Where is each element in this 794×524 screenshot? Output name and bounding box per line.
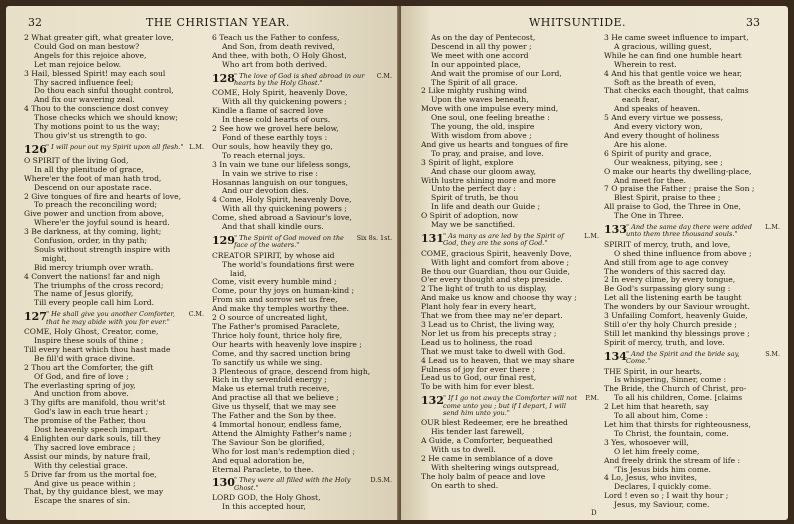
verse-line: And our devotion dies. bbox=[222, 187, 309, 196]
verse-line: Attend the Almighty Father's name ; bbox=[212, 429, 352, 438]
verse-line: Angels for this rejoice above, bbox=[34, 51, 147, 60]
hymn-number: 128 bbox=[212, 71, 235, 85]
verse-line: In this accepted hour, bbox=[222, 503, 306, 512]
verse-line: Till every heart which thou hast made bbox=[24, 345, 171, 354]
verse-line: That we from thee may ne'er depart. bbox=[421, 312, 563, 321]
verse-line: And that shall kindle ours. bbox=[222, 223, 324, 232]
verse-line: 2 In every clime, by every tongue, bbox=[604, 276, 736, 285]
verse-line: Confusion, order, in thy path; bbox=[34, 237, 148, 246]
verse-line: From sin and sorrow set us free, bbox=[212, 296, 338, 305]
verse-line: To reach eternal joys. bbox=[222, 151, 306, 160]
verse-line: To all about him, Come : bbox=[614, 412, 708, 421]
verse-line: On earth to shed. bbox=[431, 481, 499, 490]
verse-line: One soul, one feeling breathe : bbox=[431, 114, 550, 123]
verse-line: And meet for thee. bbox=[614, 176, 687, 185]
verse-line: In life and death our Guide ; bbox=[431, 203, 541, 212]
verse-line: Eternal Paraclete, to thee. bbox=[212, 465, 314, 474]
verse-line: OUR blest Redeemer, ere he breathed bbox=[421, 419, 568, 428]
verse-line: Where'er the foot of man hath trod, bbox=[24, 174, 162, 183]
verse-line: 7 O praise the Father ; praise the Son ; bbox=[604, 185, 755, 194]
hymn-text-reference: " I will pour out my Spirit upon all flesh." bbox=[46, 142, 184, 151]
verse-line: And Son, from death revived, bbox=[222, 42, 335, 51]
verse-line: 3 Hail, blessed Spirit! may each soul bbox=[24, 69, 166, 78]
hymn-number: 127 bbox=[24, 310, 47, 324]
hymn-text-reference: " And the Spirit and the bride say, Come." bbox=[626, 349, 740, 366]
verse-line: With us to dwell. bbox=[431, 446, 496, 455]
verse-line: Still o'er thy holy Church preside ; bbox=[604, 321, 737, 329]
right-page bbox=[401, 6, 788, 520]
hymn-meter: P.M. bbox=[585, 394, 599, 403]
verse-line: Bid mercy triumph over wrath. bbox=[34, 263, 154, 272]
verse-line: 2 The light of truth to us display, bbox=[421, 285, 547, 294]
verse-line: Fond of these earthly toys : bbox=[222, 133, 328, 142]
verse-line: 3 Be darkness, at thy coming, light; bbox=[24, 228, 162, 237]
verse-line: 4 Enlighten our dark souls, till they bbox=[24, 434, 161, 443]
running-head: WHITSUNTIDE. bbox=[529, 16, 627, 29]
hymn-meter: C.M. bbox=[188, 310, 204, 319]
verse-line: And make thy temples worthy thee. bbox=[212, 305, 350, 314]
hymn-meter: Six 8s. 1st. bbox=[356, 233, 392, 242]
verse-line: 'Tis Jesus bids him come. bbox=[614, 465, 711, 474]
verse-line: 4 Thou to the conscience dost convey bbox=[24, 105, 169, 114]
verse-line: O Spirit of adoption, now bbox=[421, 212, 519, 221]
verse-line: The Saviour Son be glorified, bbox=[212, 438, 325, 447]
verse-line: Declares, I quickly come. bbox=[614, 483, 712, 492]
verse-line: The triumphs of the cross record; bbox=[34, 281, 164, 290]
verse-line: Dost heavenly speech impart. bbox=[34, 426, 149, 435]
hymn-number: 134 bbox=[604, 349, 627, 363]
verse-line: O SPIRIT of the living God, bbox=[24, 156, 129, 165]
hymn-text-reference: " He shall give you another Comforter, that he may abide with you for ever." bbox=[46, 310, 175, 326]
verse-line: Spirit of mercy, truth, and love. bbox=[604, 338, 725, 347]
verse-line: Be God's surpassing glory sung : bbox=[604, 285, 731, 294]
verse-line: Lord ! even so ; I wait thy hour ; bbox=[604, 492, 729, 501]
verse-line: To Christ, the fountain, come. bbox=[614, 429, 729, 438]
verse-line: Upon the waves beneath, bbox=[431, 96, 529, 105]
verse-line: Where'er the joyful sound is heard. bbox=[34, 219, 170, 228]
verse-line: Do thou each sinful thought control, bbox=[34, 87, 174, 96]
verse-line: Could God on man bestow? bbox=[34, 42, 140, 51]
verse-line: Come, visit every humble mind ; bbox=[212, 278, 337, 287]
signature-mark: D bbox=[591, 509, 597, 517]
verse-line: 2 See how we grovel here below, bbox=[212, 125, 339, 134]
verse-line: Make us eternal truth receive, bbox=[212, 385, 330, 394]
verse-line: Wherein to rest. bbox=[614, 60, 677, 69]
verse-line: To pray, and praise, and love. bbox=[431, 149, 544, 158]
verse-line: Jesus, my Saviour, come. bbox=[614, 501, 710, 510]
verse-line: His tender last farewell, bbox=[431, 428, 525, 437]
hymn-number: 129 bbox=[212, 233, 235, 247]
verse-line: 2 He came in semblance of a dove bbox=[421, 455, 553, 464]
verse-line: each fear, bbox=[622, 96, 660, 105]
verse-line: 2 Give tongues of fire and hearts of love, bbox=[24, 192, 181, 201]
verse-line: Thrice holy fount, thrice holy fire, bbox=[212, 331, 343, 340]
verse-line: That, by thy guidance blest, we may bbox=[24, 488, 164, 497]
verse-line: God's law in each true heart ; bbox=[34, 408, 149, 417]
verse-line: Our weakness, pitying, see ; bbox=[614, 158, 723, 167]
verse-line: Hosannas languish on our tongues, bbox=[212, 178, 348, 187]
verse-line: Souls without strength inspire with bbox=[34, 245, 171, 254]
verse-line: Come, pour thy joys on human-kind ; bbox=[212, 287, 355, 296]
verse-line: Nor let us from his precepts stray ; bbox=[421, 329, 557, 338]
verse-line: Come, and thy sacred unction bring bbox=[212, 349, 351, 358]
verse-line: And freely drink the stream of life : bbox=[604, 456, 741, 465]
verse-line: 2 Like mighty rushing wind bbox=[421, 87, 527, 96]
verse-line: 4 Convert the nations! far and nigh bbox=[24, 272, 161, 281]
verse-line: 4 And his that gentle voice we hear, bbox=[604, 69, 743, 78]
hymn-text-reference: " They were all filled with the Holy Ghost." bbox=[234, 476, 351, 492]
verse-line: The everlasting spring of joy, bbox=[24, 381, 136, 390]
hymn-text-reference: " The Spirit of God moved on the face of the waters." bbox=[234, 233, 344, 250]
verse-line: The Father and the Son by thee. bbox=[212, 412, 337, 421]
verse-line: 2 Thou art the Comforter, the gift bbox=[24, 363, 154, 372]
hymn-number: 126 bbox=[24, 142, 47, 156]
verse-line: And every victory won, bbox=[614, 123, 703, 132]
verse-line: 3 In vain we tune our lifeless songs, bbox=[212, 160, 351, 169]
verse-line: While he can find one humble heart bbox=[604, 51, 742, 60]
verse-line: Thy sacred influence feel; bbox=[34, 78, 134, 87]
hymn-header bbox=[604, 351, 780, 366]
verse-line: In these cold hearts of ours. bbox=[222, 116, 331, 125]
hymn-header bbox=[212, 235, 392, 250]
verse-line: 3 Yes, whosoever will, bbox=[604, 438, 689, 447]
verse-line: 3 Plenteous of grace, descend from high, bbox=[212, 367, 371, 376]
page-number: 32 bbox=[28, 16, 42, 29]
verse-line: Blest Spirit, praise to thee ; bbox=[614, 194, 721, 203]
verse-line: Still let mankind thy blessings prove ; bbox=[604, 329, 750, 338]
hymn-header bbox=[604, 224, 780, 239]
verse-line: To all his children, Come. [claims bbox=[614, 394, 743, 403]
verse-line: Come, shed abroad a Saviour's love, bbox=[212, 214, 352, 223]
verse-line: May we be sanctified. bbox=[431, 221, 516, 230]
verse-line: Rich in thy sevenfold energy ; bbox=[212, 376, 327, 385]
verse-line: 4 Come, Holy Spirit, heavenly Dove, bbox=[212, 196, 352, 205]
verse-line: Are his alone. bbox=[614, 140, 667, 149]
verse-line: 3 Unfailing Comfort, heavenly Guide, bbox=[604, 312, 748, 321]
verse-line: Give power and unction from above, bbox=[24, 210, 165, 219]
verse-line: Descend in all thy power ; bbox=[431, 42, 532, 51]
verse-line: Our hearts with heavenly love inspire ; bbox=[212, 340, 362, 349]
hymn-number: 131 bbox=[421, 231, 444, 245]
hymn-header bbox=[24, 311, 204, 326]
hymn-meter: L.M. bbox=[189, 142, 204, 151]
verse-line: In all thy plenitude of grace, bbox=[34, 165, 144, 174]
verse-line: And give us hearts and tongues of fire bbox=[421, 140, 568, 149]
verse-line: With all thy quickening powers ; bbox=[222, 205, 347, 214]
verse-line: Who art from both derived. bbox=[222, 60, 328, 69]
verse-line: Those checks which we should know; bbox=[34, 114, 178, 123]
verse-line: 3 Spirit of light, explore bbox=[421, 158, 514, 167]
hymn-header bbox=[212, 477, 392, 492]
verse-line: And fix our wavering zeal. bbox=[34, 96, 135, 105]
verse-line: 5 Drive far from us the mortal foe, bbox=[24, 470, 157, 479]
hymn-header bbox=[212, 73, 392, 88]
verse-line: And chase our gloom away, bbox=[431, 167, 536, 176]
verse-line: With wisdom from above ; bbox=[431, 131, 532, 140]
verse-line: 3 He came sweet influence to impart, bbox=[604, 34, 749, 42]
verse-line: Let all the listening earth be taught bbox=[604, 294, 742, 303]
verse-line: And give us peace within ; bbox=[34, 479, 136, 488]
column bbox=[24, 34, 204, 506]
verse-line: With all thy quickening powers ; bbox=[222, 98, 347, 107]
verse-line: Let man rejoice below. bbox=[34, 60, 122, 69]
verse-line: A Guide, a Comforter, bequeathed bbox=[421, 437, 553, 446]
verse-line: In vain we strive to rise : bbox=[222, 169, 318, 178]
verse-line: The promise of the Father, thou bbox=[24, 417, 146, 426]
verse-line: A gracious, willing guest, bbox=[614, 42, 712, 51]
verse-line: 5 And every virtue we possess, bbox=[604, 114, 724, 123]
verse-line: That checks each thought, that calms bbox=[604, 87, 749, 96]
verse-line: Thou giv'st us strength to go. bbox=[34, 131, 147, 140]
verse-line: LORD GOD, the Holy Ghost, bbox=[212, 494, 321, 503]
hymn-text-reference: " And the same day there were added unto them three thousand souls." bbox=[626, 223, 753, 239]
verse-line: We meet with one accord bbox=[431, 51, 529, 60]
hymn-meter: L.M. bbox=[765, 223, 780, 232]
hymn-meter: L.M. bbox=[584, 231, 599, 240]
verse-line: To be with him for ever blest. bbox=[421, 383, 535, 392]
verse-line: Thy motions point to us the way; bbox=[34, 123, 160, 132]
verse-line: The holy balm of peace and love bbox=[421, 472, 546, 481]
verse-line: Plant holy fear in every heart, bbox=[421, 303, 537, 312]
verse-line: With thy celestial grace. bbox=[34, 461, 128, 470]
verse-line: And unction from above. bbox=[34, 390, 129, 399]
verse-line: Fulness of joy for ever there ; bbox=[421, 365, 535, 374]
verse-line: 3 Lead us to Christ, the living way, bbox=[421, 321, 555, 329]
verse-line: THE Spirit, in our hearts, bbox=[604, 367, 703, 376]
verse-line: To sanctify us while we sing. bbox=[212, 358, 323, 367]
verse-line: laid, bbox=[230, 269, 247, 278]
verse-line: All praise to God, the Three in One, bbox=[604, 203, 741, 212]
verse-line: And make us know and choose thy way ; bbox=[421, 294, 577, 303]
hymn-meter: S.M. bbox=[765, 349, 780, 358]
verse-line: O shed thine influence from above ; bbox=[614, 249, 752, 258]
verse-line: Kindle a flame of sacred love bbox=[212, 107, 324, 116]
verse-line: That we must take to dwell with God. bbox=[421, 347, 566, 356]
hymn-meter: C.M. bbox=[376, 71, 392, 80]
verse-line: The name of Jesus glorify, bbox=[34, 290, 134, 299]
hymn-header bbox=[421, 395, 599, 417]
verse-line: The Bride, the Church of Christ, pro- bbox=[604, 385, 747, 394]
verse-line: 2 Let him that heareth, say bbox=[604, 403, 709, 412]
running-head: THE CHRISTIAN YEAR. bbox=[146, 16, 290, 29]
hymn-number: 130 bbox=[212, 476, 235, 490]
verse-line: With sheltering wings outspread, bbox=[431, 464, 560, 472]
verse-line: Escape the snares of sin. bbox=[34, 497, 131, 506]
verse-line: Till every people call him Lord. bbox=[34, 299, 155, 308]
verse-line: O let him freely come, bbox=[614, 447, 700, 456]
verse-line: Move with one impulse every mind, bbox=[421, 105, 559, 114]
verse-line: 4 Lo, Jesus, who invites, bbox=[604, 474, 698, 483]
hymn-header bbox=[421, 233, 599, 248]
verse-line: And practise all that we believe ; bbox=[212, 394, 339, 403]
verse-line: O'er every thought and step preside. bbox=[421, 276, 563, 285]
column bbox=[604, 34, 780, 510]
verse-line: CREATOR SPIRIT, by whose aid bbox=[212, 251, 335, 260]
verse-line: 6 Teach us the Father to confess, bbox=[212, 34, 340, 42]
hymn-text-reference: " As many as are led by the Spirit of God, they are the sons of God." bbox=[443, 231, 564, 248]
verse-line: To preach the reconciling word; bbox=[34, 201, 158, 210]
verse-line: Lead us to God, our final rest, bbox=[421, 374, 537, 383]
verse-line: COME, gracious Spirit, heavenly Dove, bbox=[421, 249, 572, 258]
verse-line: SPIRIT of mercy, truth, and love, bbox=[604, 240, 731, 249]
hymn-header bbox=[24, 144, 204, 155]
verse-line: The young, the old, inspire bbox=[431, 123, 535, 132]
verse-line: Unto the perfect day : bbox=[431, 185, 516, 194]
verse-line: As on the day of Pentecost, bbox=[431, 34, 536, 42]
verse-line: Give us thyself, that we may see bbox=[212, 403, 336, 412]
verse-line: 6 Spirit of purity and grace, bbox=[604, 149, 712, 158]
verse-line: The wonders by our Saviour wrought. bbox=[604, 303, 750, 312]
page-number: 33 bbox=[746, 16, 760, 29]
hymn-text-reference: " The love of God is shed abroad in our hearts by the Holy Ghost." bbox=[234, 71, 365, 88]
column bbox=[421, 34, 599, 491]
verse-line: Of God, and fire of love ; bbox=[34, 372, 129, 381]
verse-line: Is whispering, Sinner, come : bbox=[614, 376, 727, 385]
verse-line: Lead us to holiness, the road bbox=[421, 338, 533, 347]
verse-line: 4 Lead us to heaven, that we may share bbox=[421, 356, 575, 365]
verse-line: The wonders of this sacred day. bbox=[604, 267, 726, 276]
verse-line: With lustre shining more and more bbox=[421, 176, 556, 185]
verse-line: And wait the promise of our Lord, bbox=[431, 69, 562, 78]
verse-line: Our souls, how heavily they go, bbox=[212, 142, 333, 151]
verse-line: Assist our minds, by nature frail, bbox=[24, 452, 151, 461]
verse-line: Thy sacred love embrace ; bbox=[34, 443, 136, 452]
verse-line: And every thought of holiness bbox=[604, 131, 720, 140]
verse-line: 4 Immortal honour, endless fame, bbox=[212, 420, 342, 429]
verse-line: 3 Thy gifts are manifold, thou writ'st bbox=[24, 399, 166, 408]
verse-line: In our appointed place, bbox=[431, 60, 521, 69]
verse-line: Let him that thirsts for righteousness, bbox=[604, 420, 751, 429]
verse-line: And still from age to age convey bbox=[604, 258, 729, 267]
left-page bbox=[6, 6, 399, 520]
verse-line: Descend on our apostate race. bbox=[34, 183, 152, 192]
verse-line: The Father's promised Paraclete, bbox=[212, 323, 340, 331]
verse-line: And thee, with both, O Holy Ghost, bbox=[212, 51, 347, 60]
verse-line: Inspire these souls of thine ; bbox=[34, 337, 144, 345]
column bbox=[212, 34, 392, 512]
verse-line: The One in Three. bbox=[614, 212, 684, 221]
hymn-number: 133 bbox=[604, 223, 627, 237]
verse-line: The world's foundations first were bbox=[222, 260, 355, 269]
hymn-text-reference: " If I go not away the Comforter will not come unto you ; but if I depart, I will send him unto you." bbox=[443, 394, 578, 418]
verse-line: Who for lost man's redemption died ; bbox=[212, 447, 356, 456]
verse-line: Soft as the breath of even, bbox=[614, 78, 716, 87]
verse-line: COME, Holy Spirit, heavenly Dove, bbox=[212, 89, 348, 98]
hymn-meter: D.S.M. bbox=[370, 476, 392, 485]
verse-line: COME, Holy Ghost, Creator, come, bbox=[24, 328, 159, 337]
hymn-number: 132 bbox=[421, 394, 444, 408]
verse-line: Spirit of truth, be thou bbox=[431, 194, 519, 203]
verse-line: 2 What greater gift, what greater love, bbox=[24, 34, 174, 42]
verse-line: might, bbox=[42, 254, 67, 263]
verse-line: O make our hearts thy dwelling-place, bbox=[604, 167, 752, 176]
verse-line: Be fill'd with grace divine. bbox=[34, 354, 136, 363]
verse-line: The Spirit of all grace. bbox=[431, 78, 518, 87]
verse-line: And speaks of heaven. bbox=[614, 105, 701, 114]
verse-line: 2 O source of uncreated light, bbox=[212, 314, 328, 323]
verse-line: And equal adoration be, bbox=[212, 456, 305, 465]
verse-line: Be thou our Guardian, thou our Guide, bbox=[421, 267, 570, 276]
verse-line: With light and comfort from above ; bbox=[431, 258, 570, 267]
